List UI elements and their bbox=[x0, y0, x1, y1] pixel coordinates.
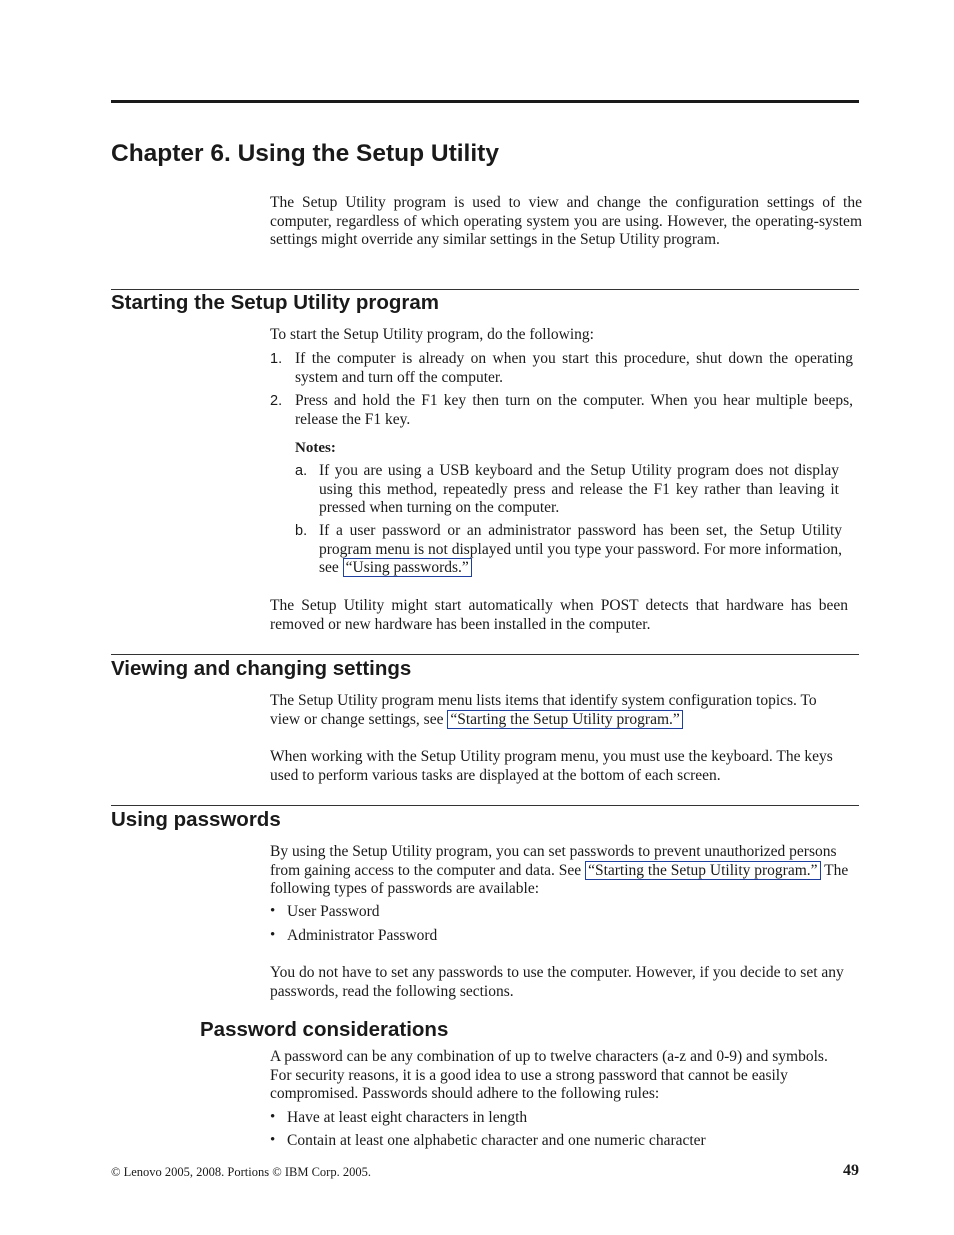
list-item: Have at least eight characters in length bbox=[287, 1109, 528, 1126]
top-rule bbox=[111, 100, 859, 103]
step-text: If the computer is already on when you start this procedure, shut down the operating system and turn off the computer. bbox=[295, 350, 853, 386]
heading-viewing: Viewing and changing settings bbox=[111, 657, 412, 680]
note-marker: b. bbox=[295, 523, 308, 539]
starting-setup-link[interactable]: “Starting the Setup Utility program.” bbox=[585, 861, 820, 880]
section-rule bbox=[111, 289, 859, 290]
notes-label: Notes: bbox=[295, 440, 336, 456]
note-marker: a. bbox=[295, 463, 308, 479]
heading-passwords: Using passwords bbox=[111, 808, 281, 831]
intro-paragraph: The Setup Utility program is used to view and change the configuration settings of the computer, regardless of which operating system you are using. However, the operating-system settings might override any similar settings in the Setup Utility program. bbox=[270, 194, 862, 249]
chapter-title: Chapter 6. Using the Setup Utility bbox=[111, 140, 499, 167]
list-item: User Password bbox=[287, 903, 380, 920]
viewing-paragraph-2: When working with the Setup Utility program menu, you must use the keyboard. The keys used to perform various tasks are displayed at the bottom of each screen. bbox=[270, 748, 833, 784]
note-text: If you are using a USB keyboard and the Setup Utility program does not display using this method, repeatedly press and release the F1 key rather than leaving it pressed when turning on the computer. bbox=[319, 462, 839, 517]
starting-lead: To start the Setup Utility program, do the following: bbox=[270, 326, 594, 343]
footer-copyright: © Lenovo 2005, 2008. Portions © IBM Corp. 2005. bbox=[111, 1165, 371, 1179]
step-text: Press and hold the F1 key then turn on the computer. When you hear multiple beeps, release the F1 key. bbox=[295, 392, 853, 428]
section-rule bbox=[111, 654, 859, 655]
section-rule bbox=[111, 805, 859, 806]
step-marker: 2. bbox=[270, 393, 283, 409]
note-text: If a user password or an administrator password has been set, the Setup Utility program menu is not displayed until you type your password. For more information, see “Using passwords.” bbox=[319, 522, 842, 577]
passwords-paragraph-1: By using the Setup Utility program, you can set passwords to prevent unauthorized persons from gaining access to the computer and data. See “Starting the Setup Utility program.” The following types of passwords are available: bbox=[270, 843, 849, 898]
considerations-paragraph: A password can be any combination of up to twelve characters (a-z and 0-9) and symbols. For security reasons, it is a good idea to use a strong password that cannot be easily compromised. Passwords should adhere to the following rules: bbox=[270, 1048, 828, 1103]
starting-after: The Setup Utility might start automatically when POST detects that hardware has been removed or new hardware has been installed in the computer. bbox=[270, 597, 848, 633]
viewing-paragraph-1: The Setup Utility program menu lists items that identify system configuration topics. To view or change settings, see “Starting the Setup Utility program.” bbox=[270, 692, 817, 728]
passwords-paragraph-2: You do not have to set any passwords to use the computer. However, if you decide to set any passwords, read the following sections. bbox=[270, 964, 844, 1000]
heading-starting: Starting the Setup Utility program bbox=[111, 291, 440, 314]
page-number: 49 bbox=[843, 1162, 859, 1179]
list-item: Administrator Password bbox=[287, 927, 438, 944]
starting-setup-link[interactable]: “Starting the Setup Utility program.” bbox=[447, 710, 682, 729]
using-passwords-link[interactable]: “Using passwords.” bbox=[343, 558, 472, 577]
list-item: Contain at least one alphabetic character and one numeric character bbox=[287, 1132, 706, 1149]
heading-considerations: Password considerations bbox=[200, 1018, 449, 1041]
step-marker: 1. bbox=[270, 351, 283, 367]
